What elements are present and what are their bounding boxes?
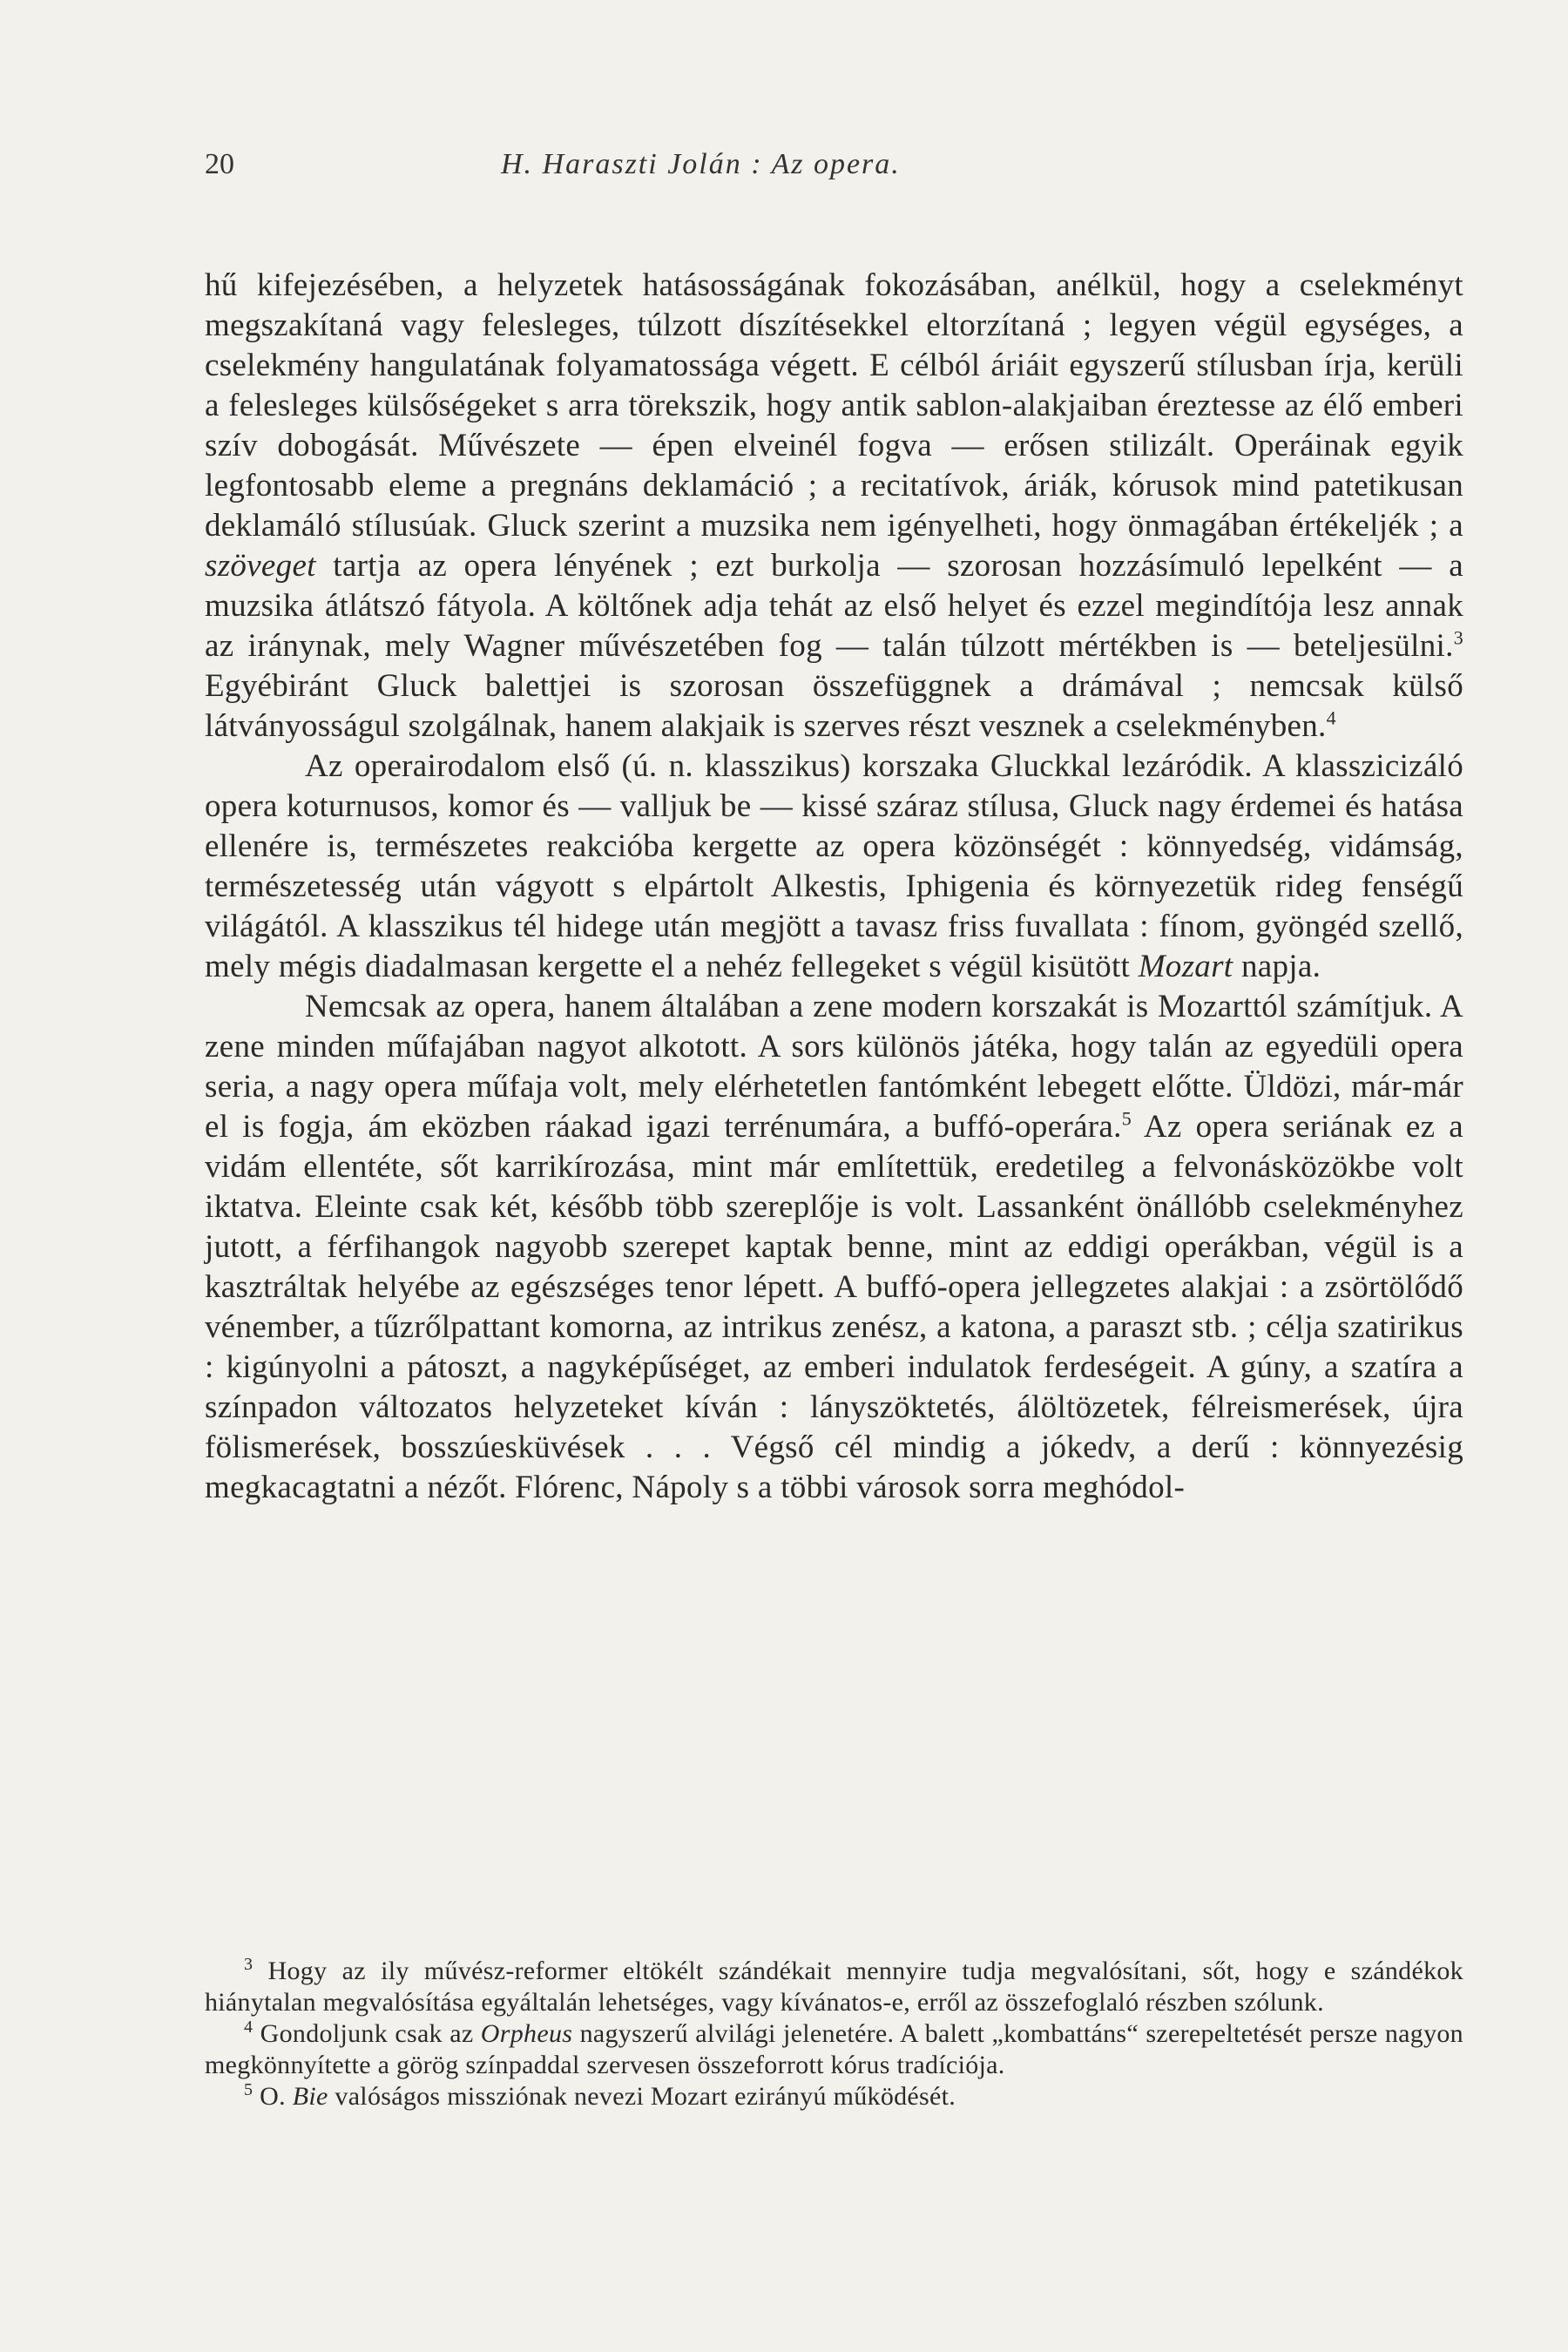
body-text xyxy=(205,266,1463,1508)
footnote-3: $^3$ Hogy az ily művész-reformer eltökélt szándékait mennyire tudja megvalósítani, sőt, hogy e szándékok hiánytalan megvalósítása egyáltalán lehetséges, vagy kívánatos-e, erről az összefoglaló részben szólunk. xyxy=(205,1955,1463,2017)
emphasis-szoveget: szöveget xyxy=(205,548,316,584)
footnote-mark: 5 xyxy=(244,2080,253,2099)
emphasis-orpheus: Orpheus xyxy=(480,2019,573,2048)
paragraph-1: hű kifejezésében, a helyzetek hatásosságának fokozásában, anélkül, hogy a cselekményt megszakítaná vagy felesleges, túlzott díszítésekkel eltorzítaná ; legyen végül egységes, a cselekmény hangulatának folyamatossága végett. E célból áriáit egyszerű stílusban írja, kerüli a felesleges külsőségeket s arra törekszik, hogy antik sablon-alakjaiban éreztesse az élő emberi szív dobogását. Művészete — épen elveinél fogva — erősen stilizált. Operáinak egyik legfontosabb eleme a pregnáns deklamáció ; a recitatívok, áriák, kórusok mind patetikusan deklamáló stílusúak. Gluck szerint a muzsika nem igényelheti, hogy önmagában értékeljék ; a szöveget tartja az opera lényének ; ezt burkolja — szorosan hozzásímuló lepelként — a muzsika átlátszó fátyola. A költőnek adja tehát az első helyet és ezzel megindítója lesz annak az iránynak, mely Wagner művészetében fog — talán túlzott mértékben is — beteljesülni.$^3$ Egyébiránt Gluck balettjei is szorosan összefüggnek a drámával ; nemcsak külső látványosságul szolgálnak, hanem alakjaik is szerves részt vesznek a cselekményben.$^4$ xyxy=(205,267,1463,744)
paragraph-2: Az operairodalom első (ú. n. klasszikus) korszaka Gluckkal lezáródik. A klasszicizáló opera koturnusos, komor és — valljuk be — kissé száraz stílusa, Gluck nagy érdemei és hatása ellenére is, természetes reakcióba kergette az opera közönségét : könnyedség, vidámság, természetesség után vágyott s elpártolt Alkestis, Iphigenia és környezetük rideg fenségű világától. A klasszikus tél hidege után megjött a tavasz friss fuvallata : fínom, gyöngéd szellő, mely mégis diadalmasan kergette el a nehéz fellegeket s végül kisütött Mozart napja. xyxy=(205,748,1463,984)
page-number: 20 xyxy=(205,148,234,180)
paragraph-3: Nemcsak az opera, hanem általában a zene modern korszakát is Mozarttól számítjuk. A zene minden műfajában nagyot alkotott. A sors különös játéka, hogy talán az egyedüli opera seria, a nagy opera műfaja volt, mely elérhetetlen fantómként lebegett előtte. Üldözi, már-már el is fogja, ám eközben ráakad igazi terrénumára, a buffó-operára.$^5$ Az opera seriának ez a vidám ellentéte, sőt karrikírozása, mint már említettük, eredetileg a felvonásközökbe volt iktatva. Eleinte csak két, később több szereplője is volt. Lassanként önállóbb cselekményhez jutott, a férfihangok nagyobb szerepet kaptak benne, mint az eddigi operákban, végül is a kasztráltak helyébe az egészséges tenor lépett. A buffó-opera jellegzetes alakjai : a zsörtölődő vénember, a tűzrőlpattant komorna, az intrikus zenész, a katona, a paraszt stb. ; célja szatirikus : kigúnyolni a pátoszt, a nagyképűséget, az emberi indulatok ferdeségeit. A gúny, a szatíra a színpadon változatos helyzeteket kíván : lányszöktetés, álöltözetek, félreismerések, újra fölismerések, bosszúesküvések . . . Végső cél mindig a jókedv, a derű : könnyezésig megkacagtatni a nézőt. Flórenc, Nápoly s a többi városok sorra meghódol- xyxy=(205,989,1463,1505)
footnote-ref-5[interactable]: 5 xyxy=(1121,1107,1132,1130)
emphasis-bie: Bie xyxy=(292,2082,328,2111)
footnote-5: $^5$ O. Bie valóságos missziónak nevezi Mozart ezirányú működését. xyxy=(244,2080,956,2111)
running-title: H. Haraszti Jolán : Az opera. xyxy=(501,148,901,180)
footnote-mark: 3 xyxy=(244,1955,253,1974)
footnote-ref-4[interactable]: 4 xyxy=(1326,706,1336,729)
footnote-ref-3[interactable]: 3 xyxy=(1453,626,1463,649)
footnotes xyxy=(205,1956,1463,2112)
emphasis-mozart: Mozart xyxy=(1138,949,1233,984)
footnote-mark: 4 xyxy=(244,2017,253,2037)
footnote-4: $^4$ Gondoljunk csak az Orpheus nagyszerű alvilági jelenetére. A balett „kombattáns“ szerepeltetését persze nagyon megkönnyítette a görög színpaddal szervesen összeforrott kórus tradíciója. xyxy=(205,2017,1463,2079)
running-head xyxy=(205,148,1416,200)
